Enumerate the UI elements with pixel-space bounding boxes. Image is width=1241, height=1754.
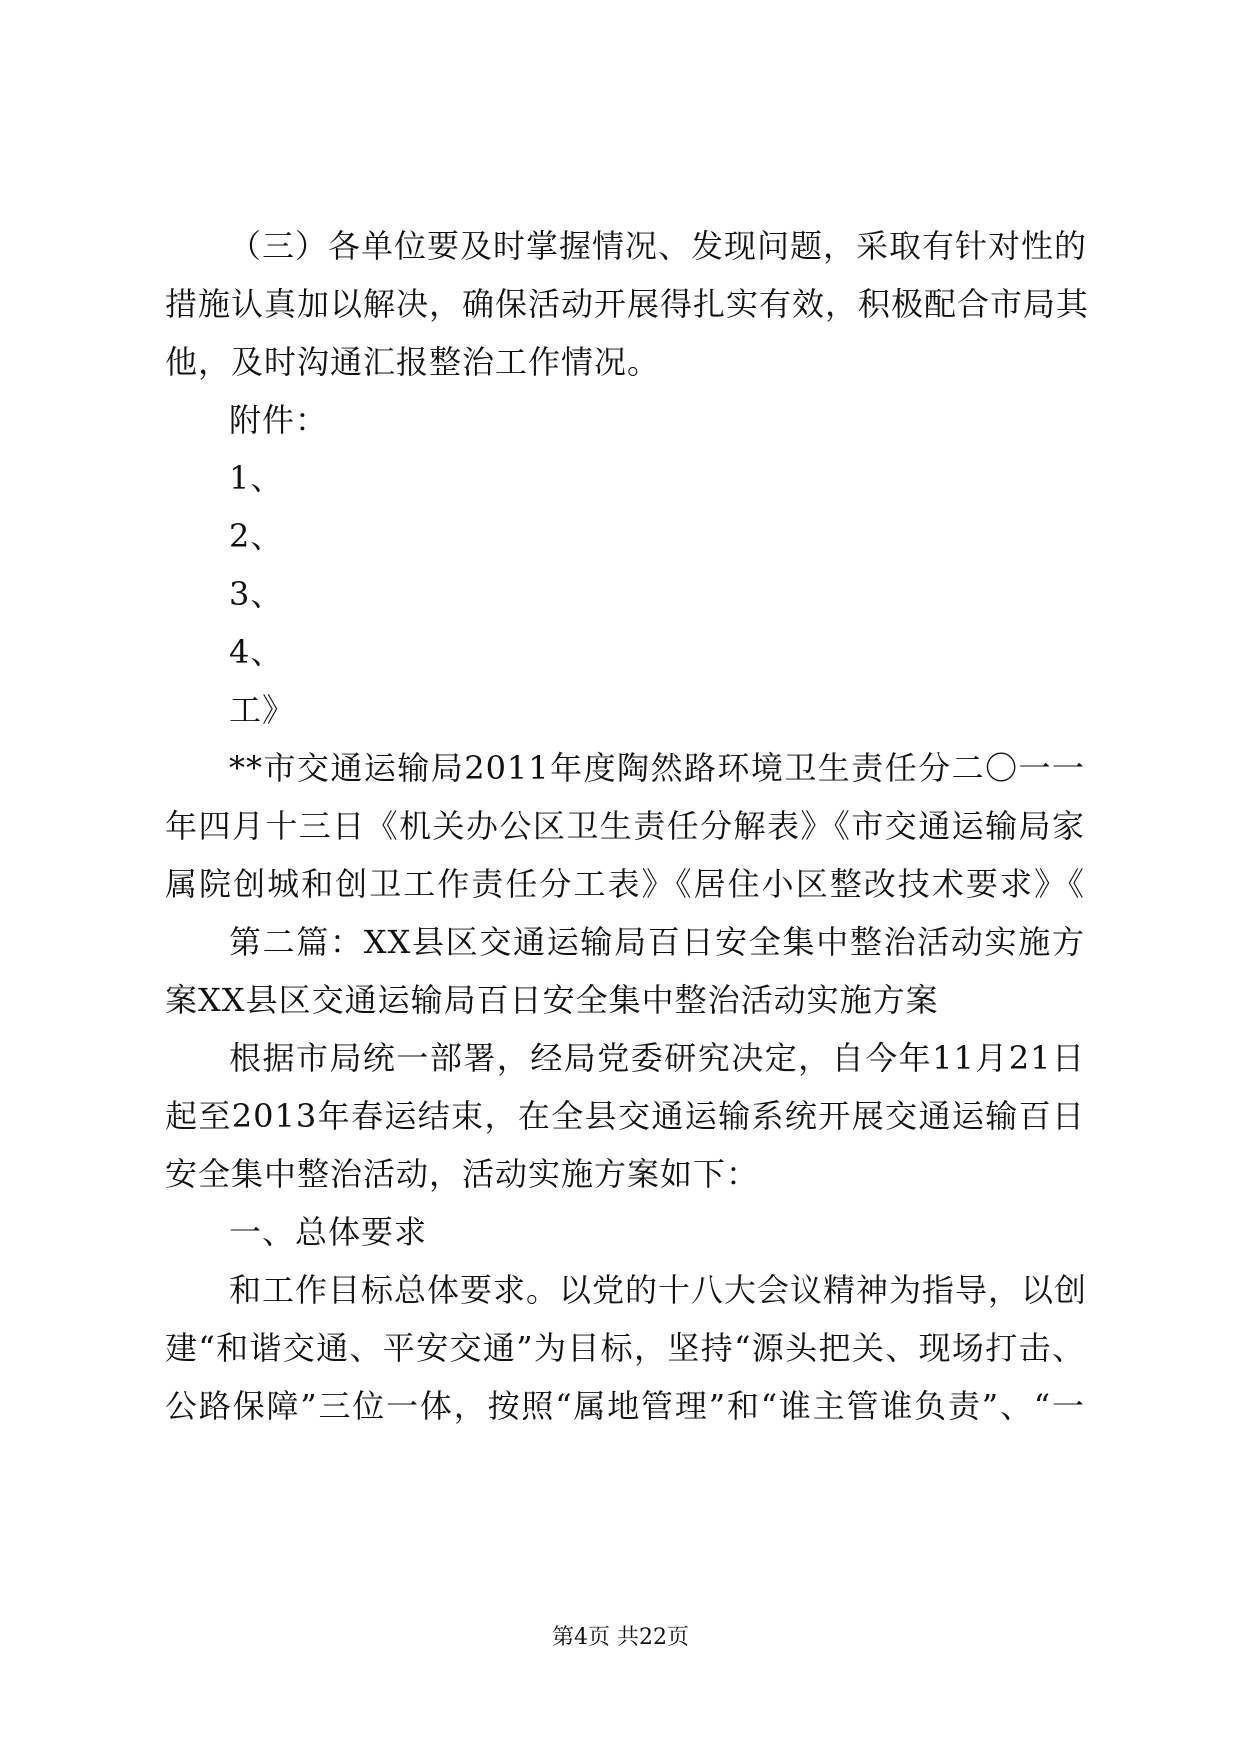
text-line: 属院创城和创卫工作责任分工表》《居住小区整改技术要求》《 xyxy=(165,865,1085,903)
section-heading-line: 第二篇：XX县区交通运输局百日安全集中整治活动实施方 xyxy=(229,923,1085,961)
text-line: 和工作目标总体要求。以党的十八大会议精神为指导，以创 xyxy=(229,1271,1088,1309)
list-item: 4、 xyxy=(229,633,284,671)
text-line: （三）各单位要及时掌握情况、发现问题，采取有针对性的 xyxy=(229,227,1088,265)
text-line: 起至2013年春运结束，在全县交通运输系统开展交通运输百日 xyxy=(165,1097,1085,1135)
list-item: 1、 xyxy=(229,459,284,497)
text-line: 他，及时沟通汇报整治工作情况。 xyxy=(165,343,661,381)
page-number-footer: 第4页 共22页 xyxy=(552,1625,689,1650)
list-item: 3、 xyxy=(229,575,284,613)
section-heading-line: 案XX县区交通运输局百日安全集中整治活动实施方案 xyxy=(165,981,939,1019)
list-item: 2、 xyxy=(229,517,284,555)
text-line: 附件： xyxy=(229,401,329,439)
text-line: 工》 xyxy=(229,691,296,729)
text-line: 安全集中整治活动，活动实施方案如下： xyxy=(165,1155,760,1193)
subheading: 一、总体要求 xyxy=(229,1213,428,1251)
text-line: 年四月十三日《机关办公区卫生责任分解表》《市交通运输局家 xyxy=(165,807,1085,845)
text-line: **市交通运输局2011年度陶然路环境卫生责任分二〇一一 xyxy=(229,749,1085,787)
text-line: 公路保障”三位一体，按照“属地管理”和“谁主管谁负责”、“一 xyxy=(165,1387,1085,1425)
text-line: 根据市局统一部署，经局党委研究决定，自今年11月21日 xyxy=(229,1039,1085,1077)
text-line: 建“和谐交通、平安交通”为目标，坚持“源头把关、现场打击、 xyxy=(165,1329,1085,1367)
text-line: 措施认真加以解决，确保活动开展得扎实有效，积极配合市局其 xyxy=(165,285,1090,323)
